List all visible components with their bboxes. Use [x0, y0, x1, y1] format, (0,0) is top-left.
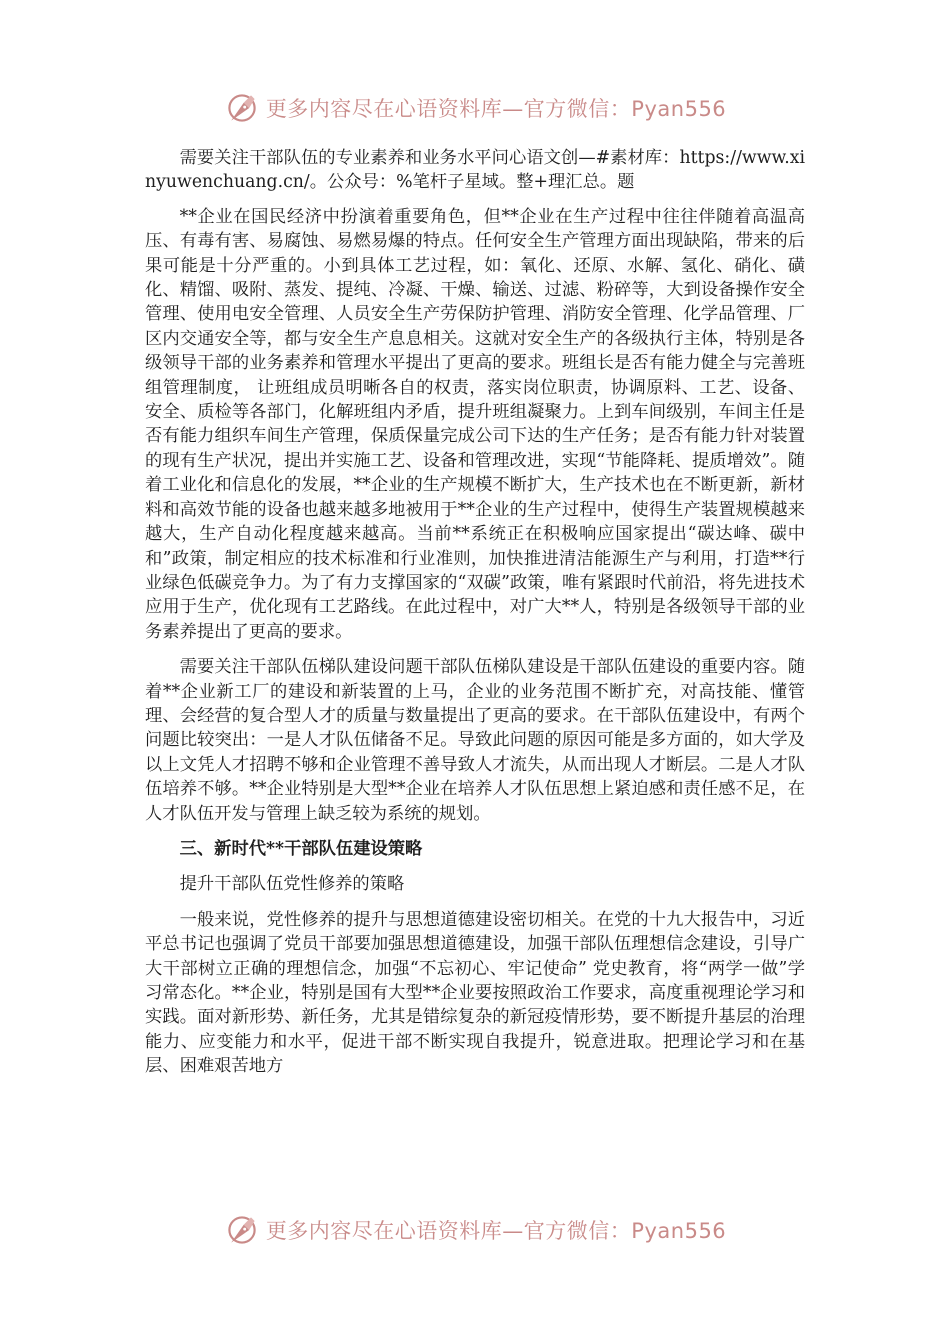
- header-watermark-banner: [0, 88, 950, 128]
- paragraph-party-spirit: 一般来说，党性修养的提升与思想道德建设密切相关。在党的十九大报告中，习近平总书记也强调了党员干部要加强思想道德建设，加强干部队伍理想信念建设，引导广大干部树立正确的理想信念，加强“不忘初心、牢记使命” 党史教育，将“两学一做”学习常态化。**企业，特别是国有大型**企业要按照政治工作要求，高度重视理论学习和实践。面对新形势、新任务，尤其是错综复杂的新冠疫情形势，要不断提升基层的治理能力、应变能力和水平，促进干部不断实现自我提升，锐意进取。把理论学习和在基层、困难艰苦地方: [145, 909, 805, 1077]
- banner-text: 更多内容尽在心语资料库—官方微信：Pyan556: [265, 1219, 727, 1243]
- paragraph-intro: 需要关注干部队伍的专业素养和业务水平问心语文创—#素材库：https://www.xinyuwenchuang.cn/。公众号：%笔杆子星域。整+理汇总。题: [145, 148, 805, 193]
- paragraph-echelon: 需要关注干部队伍梯队建设问题干部队伍梯队建设是干部队伍建设的重要内容。随着**企业新工厂的建设和新装置的上马，企业的业务范围不断扩充，对高技能、懂管理、会经营的复合型人才的质量与数量提出了更高的要求。在干部队伍建设中，有两个问题比较突出：一是人才队伍储备不足。导致此问题的原因可能是多方面的，如大学及以上文凭人才招聘不够和企业管理不善导致人才流失，从而出现人才断层。二是人才队伍培养不够。**企业特别是大型**企业在培养人才队伍思想上紧迫感和责任感不足，在人才队伍开发与管理上缺乏较为系统的规划。: [145, 657, 805, 824]
- document-body: [145, 146, 805, 1079]
- footer-watermark-banner: [0, 1210, 950, 1250]
- pen-nib-logo-icon: [224, 90, 260, 126]
- pen-nib-logo-icon: [224, 1212, 260, 1248]
- section-heading: 三、新时代**干部队伍建设策略: [179, 838, 423, 859]
- banner-text: 更多内容尽在心语资料库—官方微信：Pyan556: [265, 97, 727, 121]
- section-subheading: 提升干部队伍党性修养的策略: [179, 874, 405, 895]
- paragraph-safety: **企业在国民经济中扮演着重要角色，但**企业在生产过程中往往伴随着高温高压、有毒有害、易腐蚀、易燃易爆的特点。任何安全生产管理方面出现缺陷，带来的后果可能是十分严重的。小到具体工艺过程，如：氧化、还原、水解、氢化、硝化、磺化、精馏、吸附、蒸发、提纯、冷凝、干燥、输送、过滤、粉碎等，大到设备操作安全管理、使用电安全管理、人员安全生产劳保防护管理、消防安全管理、化学品管理、厂区内交通安全等，都与安全生产息息相关。这就对安全生产的各级执行主体，特别是各级领导干部的业务素养和管理水平提出了更高的要求。班组长是否有能力健全与完善班组管理制度， 让班组成员明晰各自的权责，落实岗位职责，协调原料、工艺、设备、安全、质检等各部门，化解班组内矛盾，提升班组凝聚力。上到车间级别，车间主任是否有能力组织车间生产管理，保质保量完成公司下达的生产任务；是否有能力针对装置的现有生产状况，提出并实施工艺、设备和管理改进，实现“节能降耗、提质增效”。随着工业化和信息化的发展，**企业的生产规模不断扩大，生产技术也在不断更新，新材料和高效节能的设备也越来越多地被用于**企业的生产过程中，使得生产装置规模越来越大，生产自动化程度越来越高。当前**系统正在积极响应国家提出“碳达峰、碳中和”政策，制定相应的技术标准和行业准则，加快推进清洁能源生产与利用，打造**行业绿色低碳竞争力。为了有力支撑国家的“双碳”政策，唯有紧跟时代前沿，将先进技术应用于生产，优化现有工艺路线。在此过程中，对广大**人，特别是各级领导干部的业务素养提出了更高的要求。: [145, 206, 805, 642]
